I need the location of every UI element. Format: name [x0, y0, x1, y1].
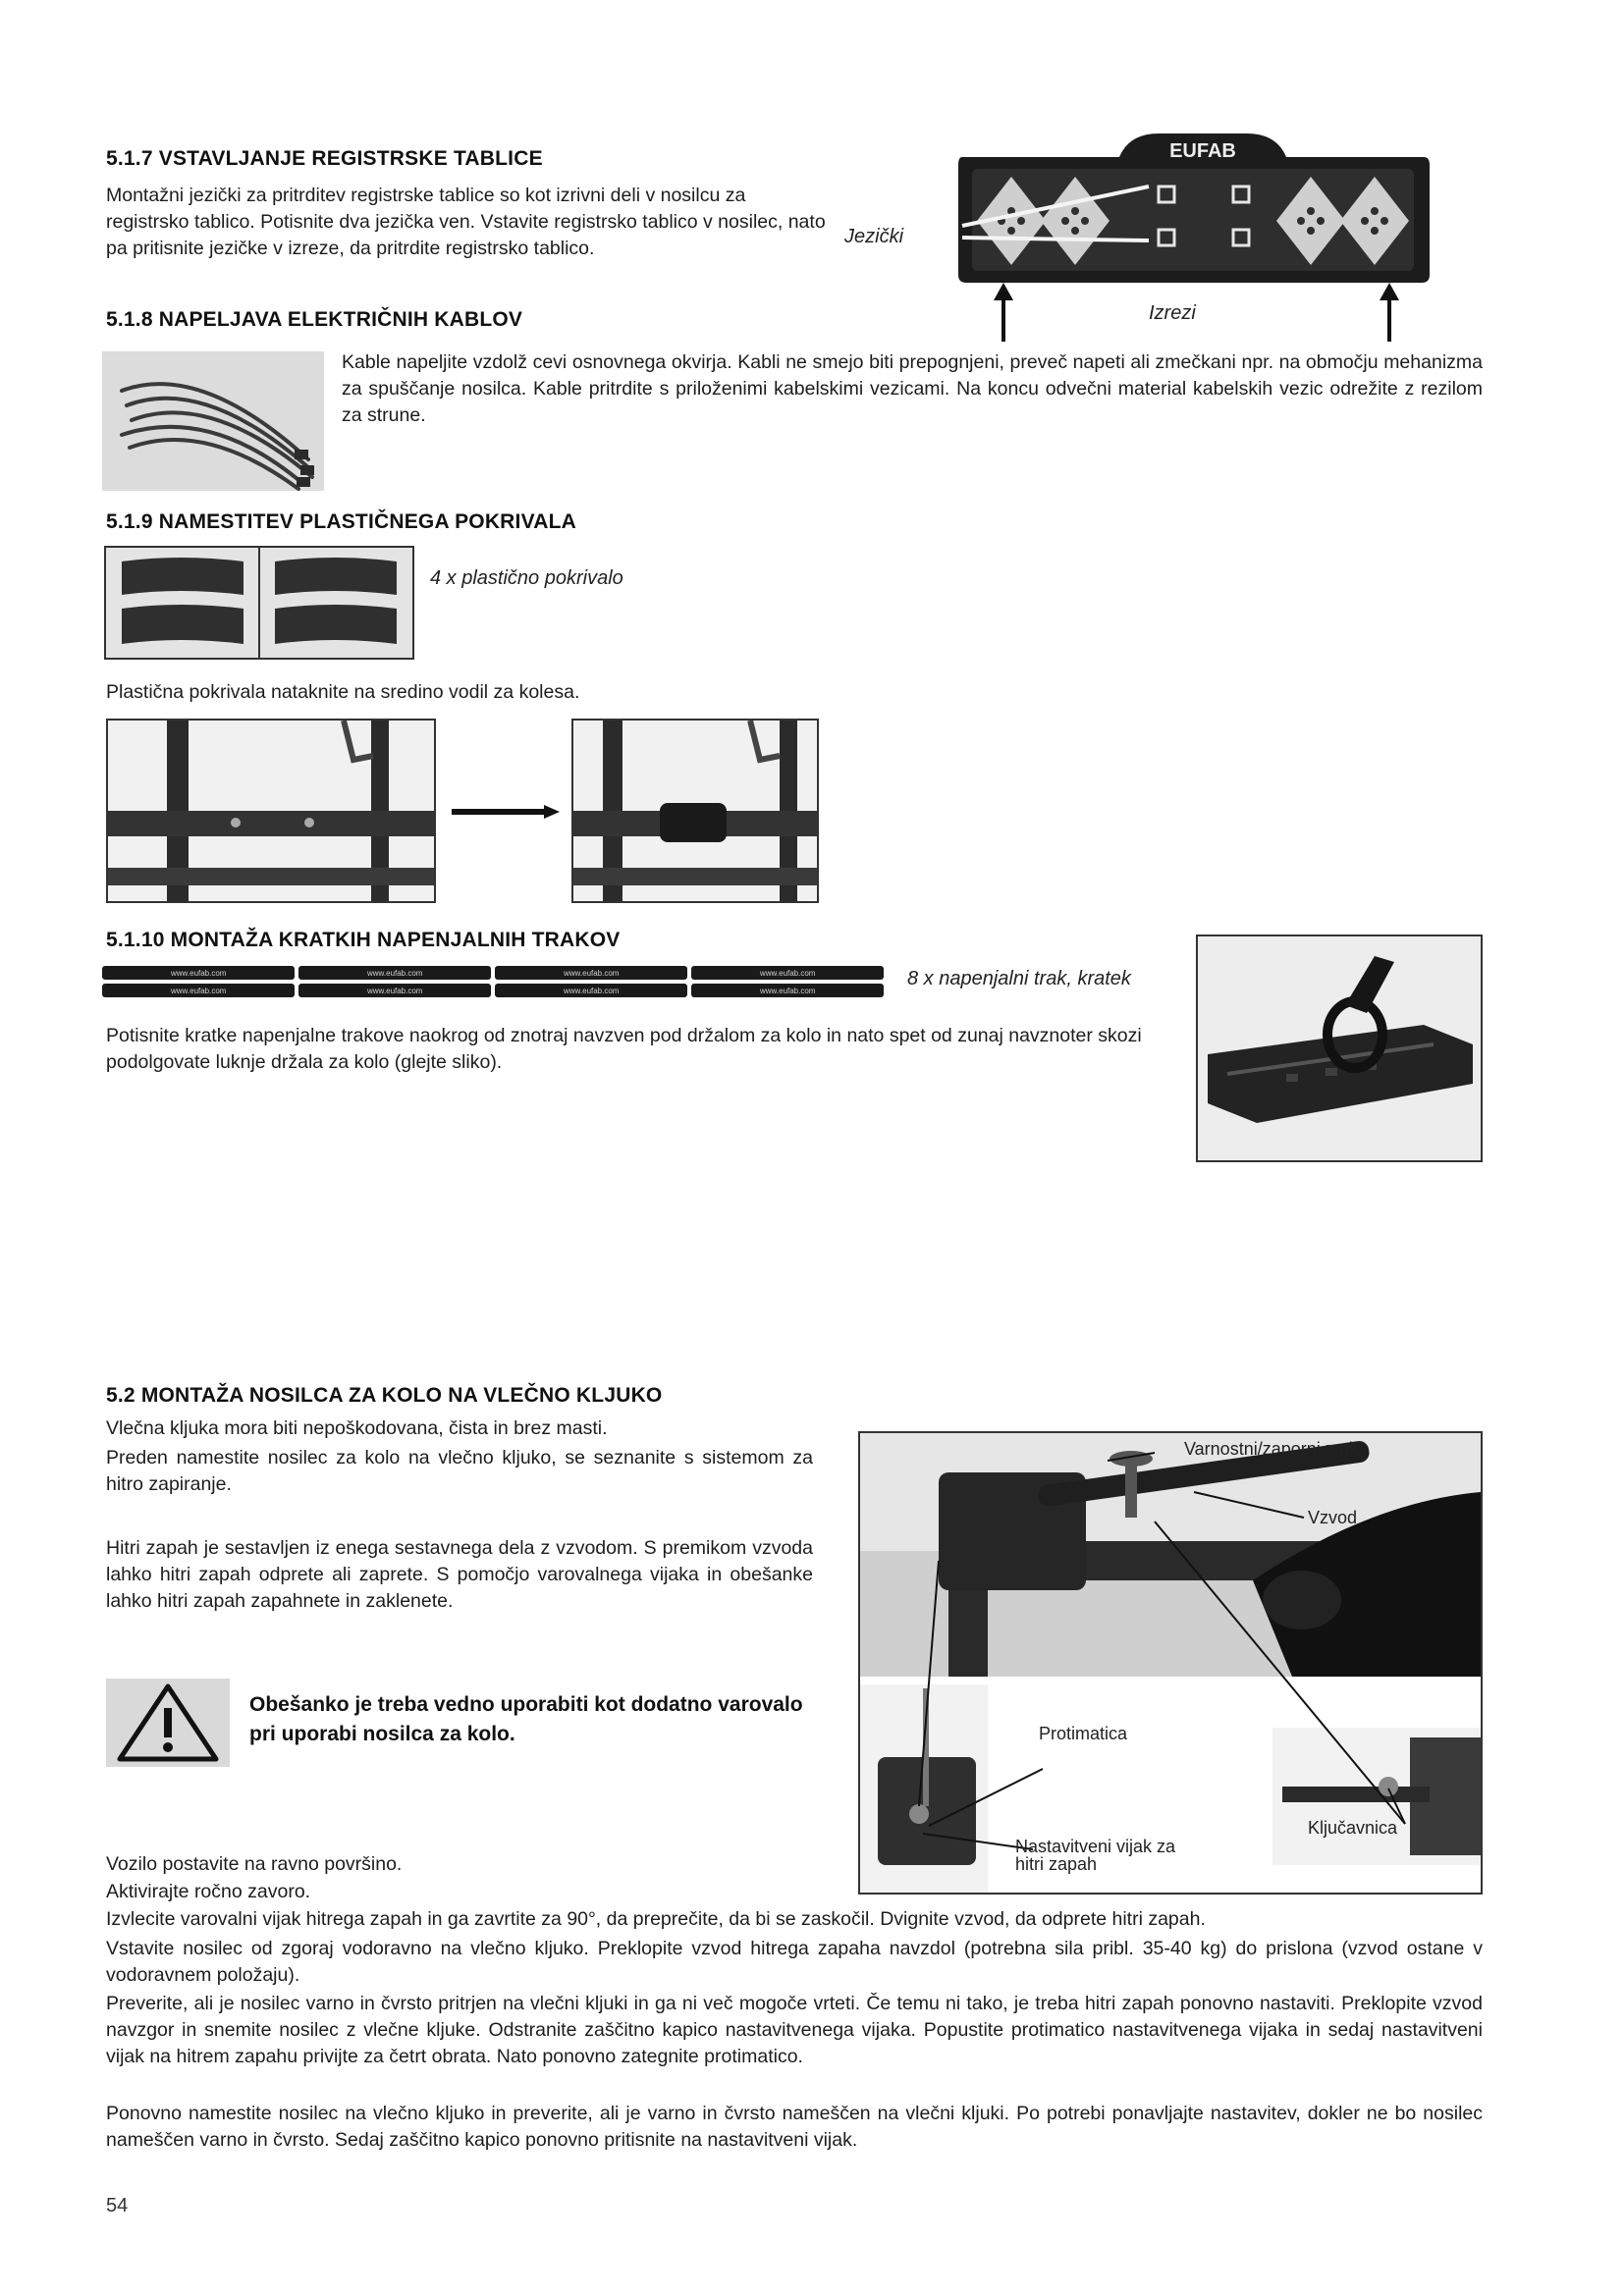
label-wrench: Ključavnica — [1308, 1818, 1398, 1838]
section-text-5-1-8: Kable napeljite vzdolž cevi osnovnega okvirja. Kabli ne smejo biti prepognjeni, preveč napeti ali zmečkani npr. na območju mehanizma za spuščanje nosilca. Kable pritrdite s priloženimi kabelskimi vezicami. Na koncu odvečni material kabelskih vezic odrežite z rezilom za strune. — [342, 351, 1483, 426]
svg-text:www.eufab.com: www.eufab.com — [171, 969, 227, 978]
label-cutouts: Izrezi — [1149, 302, 1196, 324]
section-text-5-1-9: Plastična pokrivala nataknite na sredino vodil za kolesa. — [106, 681, 580, 703]
svg-text:www.eufab.com: www.eufab.com — [760, 987, 816, 995]
text-5-2-p3: Hitri zapah je sestavljen iz enega sestavnega dela z vzvodom. S premikom vzvoda lahko hitri zapah odprete ali zaprete. S pomočjo varovalnega vijaka in obešanke lahko hitri zapah zapahnete in zaklenete. — [106, 1537, 813, 1612]
straps-image — [102, 964, 888, 1001]
svg-text:www.eufab.com: www.eufab.com — [367, 987, 423, 995]
instruction-line-6: Ponovno namestite nosilec na vlečno kljuko in preverite, ali je varno in čvrsto nameščen na vlečni kljuki. Po potrebi ponavljajte nastavitev, dokler ne bo nosilec nameščen varno in čvrsto. Sedaj zaščitno kapico ponovno pritisnite na nastavitveni vijak. — [106, 2103, 1483, 2151]
section-title-5-1-8: 5.1.8 NAPELJAVA ELEKTRIČNIH KABLOV — [106, 308, 523, 331]
svg-text:www.eufab.com: www.eufab.com — [760, 969, 816, 978]
instruction-line-1: Vozilo postavite na ravno površino. — [106, 1853, 403, 1875]
cable-ties-image — [102, 351, 324, 491]
wheel-rail-before-image — [106, 719, 436, 903]
quick-release-image — [858, 1431, 1483, 1895]
svg-text:www.eufab.com: www.eufab.com — [564, 987, 620, 995]
section-title-5-1-10: 5.1.10 MONTAŽA KRATKIH NAPENJALNIH TRAKOV — [106, 929, 621, 951]
warning-icon — [106, 1679, 230, 1767]
svg-text:www.eufab.com: www.eufab.com — [564, 969, 620, 978]
instruction-line-3: Izvlecite varovalni vijak hitrega zapah in ga zavrtite za 90°, da preprečite, da bi se zaskočil. Dvignite vzvod, da odprete hitri zapah. — [106, 1908, 1206, 1930]
section-title-5-1-7: 5.1.7 VSTAVLJANJE REGISTRSKE TABLICE — [106, 147, 543, 170]
plastic-covers-image — [104, 546, 414, 660]
brand-logo: EUFAB — [1169, 140, 1236, 162]
strap-mounted-image — [1196, 934, 1483, 1162]
text-5-2-p2: Preden namestite nosilec za kolo na vlečno kljuko, se seznanite s sistemom za hitro zapiranje. — [106, 1447, 813, 1495]
section-title-5-1-9: 5.1.9 NAMESTITEV PLASTIČNEGA POKRIVALA — [106, 510, 576, 533]
arrow-right-icon — [452, 805, 560, 819]
label-counter-nut: Protimatica — [1039, 1724, 1128, 1743]
section-text-5-1-10: Potisnite kratke napenjalne trakove naokrog od znotraj navzven pod držalom za kolo in nato spet od zunaj navznoter skozi podolgovate luknje držala za kolo (glejte sliko). — [106, 1025, 1142, 1073]
label-safety-pin: Varnostni/zaporni zatič — [1184, 1439, 1362, 1459]
instruction-line-2: Aktivirajte ročno zavoro. — [106, 1881, 311, 1902]
instruction-line-4: Vstavite nosilec od zgoraj vodoravno na vlečno kljuko. Preklopite vzvod hitrega zapaha navzdol (potrebna sila pribl. 35-40 kg) do prislona (vzvod ostane v vodoravnem položaju). — [106, 1938, 1483, 1986]
svg-text:www.eufab.com: www.eufab.com — [367, 969, 423, 978]
label-lever: Vzvod — [1308, 1508, 1358, 1527]
wheel-rail-after-image — [571, 719, 819, 903]
label-adjusting-screw: Nastavitveni vijak za hitri zapah — [1015, 1837, 1176, 1874]
label-tabs: Jezički — [844, 226, 904, 247]
warning-text: Obešanko je treba vedno uporabiti kot dodatno varovalo pri uporabi nosilca za kolo. — [249, 1693, 803, 1745]
svg-text:www.eufab.com: www.eufab.com — [171, 987, 227, 995]
section-text-5-1-7: Montažni jezički za pritrditev registrske tablice so kot izrivni deli v nosilcu za registrsko tablico. Potisnite dva jezička ven. Vstavite registrsko tablico v nosilec, nato pa pritisnite jezičke v izreze, da pritrdite registrsko tablico. — [106, 185, 826, 259]
page-number: 54 — [106, 2195, 129, 2216]
text-5-2-p1: Vlečna kljuka mora biti nepoškodovana, čista in brez masti. — [106, 1417, 608, 1439]
caption-plastic-covers: 4 x plastično pokrivalo — [430, 567, 623, 589]
caption-straps: 8 x napenjalni trak, kratek — [907, 968, 1131, 989]
license-plate-holder-image — [952, 128, 1434, 344]
section-title-5-2: 5.2 MONTAŽA NOSILCA ZA KOLO NA VLEČNO KLJUKO — [106, 1384, 663, 1407]
instruction-line-5: Preverite, ali je nosilec varno in čvrsto pritrjen na vlečni kljuki in ga ni več mogoče vrteti. Če temu ni tako, je treba hitri zapah ponovno nastaviti. Preklopite vzvod navzgor in snemite nosilec z vlečne kljuke. Odstranite zaščitno kapico nastavitvenega vijaka. Popustite protimatico nastavitvenega vijaka in sedaj nastavitveni vijak na hitrem zapahu privijte za četrt obrata. Nato ponovno zategnite protimatico. — [106, 1993, 1483, 2067]
